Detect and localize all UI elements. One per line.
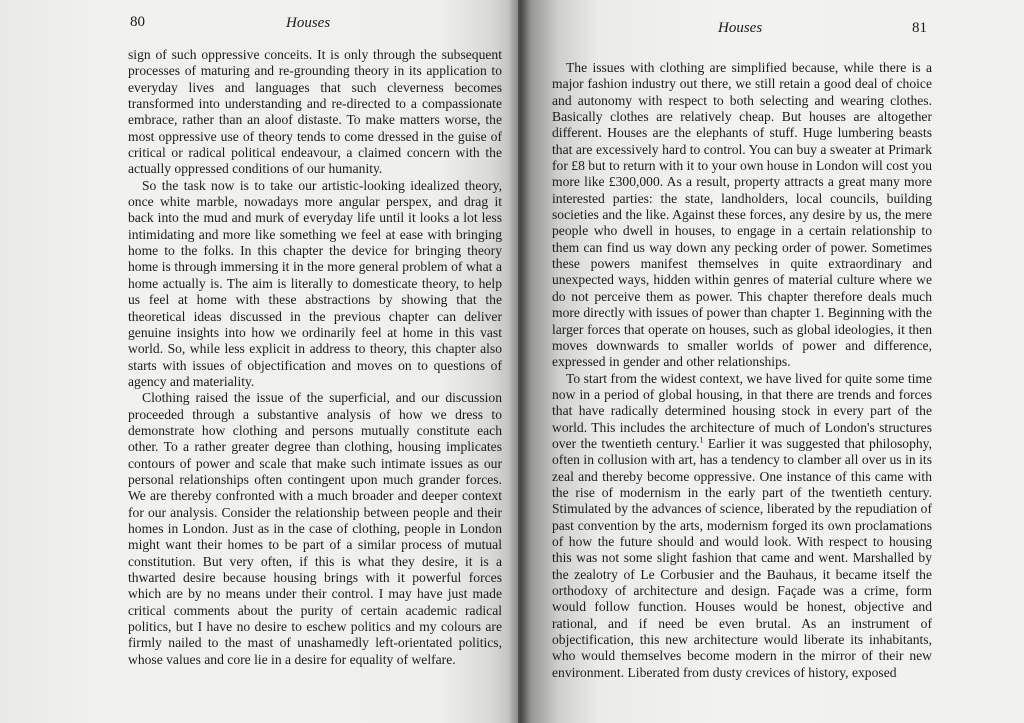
paragraph: sign of such oppressive conceits. It is only through the subsequent processes of maturing and re-grounding theory in its application to everyday lives and languages that such cleverness becomes transformed into understanding and re-directed to a compassionate embrace, rather than an aloof distaste. To make matters worse, the most oppressive use of theory tends to come dressed in the guise of critical or radical political endeavour, a claimed concern with the actually oppressed conditions of our humanity. bbox=[128, 47, 502, 177]
page-body-text bbox=[552, 60, 932, 681]
paragraph bbox=[552, 371, 932, 682]
page-body-text bbox=[128, 47, 502, 668]
paragraph: So the task now is to take our artistic-looking idealized theory, once white marble, nowadays more angular perspex, and drag it back into the mud and murk of everyday life until it looks a lot less intimidating and more like something we feel at ease with bringing home to the folks. In this chapter the device for bringing theory home is through immersing it in the more general problem of what a home actually is. The aim is literally to domesticate theory, to help us feel at home with these abstractions by showing that the theoretical ideas discussed in the previous chapter can deliver genuine insights into how we ordinarily feel at home in this vast world. So, while less explicit in address to theory, this chapter also starts with issues of objectification and moves on to questions of agency and materiality. bbox=[128, 177, 502, 389]
paragraph-text: Earlier it was suggested that philosophy, often in collusion with art, has a tendency to clamber all over us in its zeal and thereby become oppressive. One instance of this came with the rise of modernism in the early part of the twentieth century. Stimulated by the advances of science, liberated by the repudiation of past convention by the arts, modernism forged its own proclamations of how the future should and would look. With respect to housing this was not some slight fashion that came and went. Marshalled by the zealotry of Le Corbusier and the Bauhaus, it became itself the orthodoxy of architecture and design. Façade was a crime, form would follow function. Houses would be honest, objective and rational, and if need be even brutal. As an instrument of objectification, this new architecture would liberate its inhabitants, who would themselves become modern in the mirror of their new environment. Liberated from dusty crevices of history, exposed bbox=[552, 435, 932, 680]
footnote-marker: 1 bbox=[699, 435, 704, 445]
paragraph: The issues with clothing are simplified because, while there is a major fashion industry out there, we still retain a good deal of choice and autonomy with respect to both selecting and wearing clothes. Basically clothes are relatively cheap. But houses are altogether different. Houses are the elephants of stuff. Huge lumbering beasts that are excessively hard to control. You can buy a sweater at Primark for £8 but to return with it to your own house in London will cost you more like £300,000. As a result, property attracts a great many more interested parties: the state, landholders, local councils, building societies and the like. Against these forces, any desire by us, the mere people who dwell in houses, to engage in a certain relationship to them can find us way down any pecking order of power. Sometimes these powers manifest themselves in quite extraordinary and unexpected ways, hidden within genres of material culture where we do not perceive them as power. This chapter therefore deals much more directly with issues of power than chapter 1. Beginning with the larger forces that operate on houses, such as global ideologies, it then moves downwards to smaller worlds of power and difference, expressed in gender and other relationships. bbox=[552, 60, 932, 370]
paragraph: Clothing raised the issue of the superficial, and our discussion proceeded through a substantive analysis of how we dress to demonstrate how clothing and persons mutually constitute each other. To a rather greater degree than clothing, housing implicates contours of power and scale that make such intimate issues as our personal relationships often contingent upon much grander forces. We are thereby confronted with a much broader and deeper context for our analysis. Consider the relationship between people and their homes in London. Just as in the case of clothing, people in London might want their homes to be part of a similar process of mutual constitution. But very often, if this is what they desire, it is a thwarted desire because housing brings with it powerful forces which are by no means under their control. I may have just made critical comments about the purity of certain academic radical politics, but I have no desire to eschew politics and my colours are firmly nailed to the mast of unashamedly left-orientated politics, whose values and core lie in a desire for equality of welfare. bbox=[128, 390, 502, 667]
running-head: Houses bbox=[286, 15, 331, 31]
paragraph-text: To start from the widest context, we have lived for quite some time now in a period of global housing, in that there are trends and forces that have radically determined housing stock in every part of the world. This includes the architecture of much of London's structures over the twentieth century. bbox=[552, 370, 932, 451]
page-number: 80 bbox=[130, 14, 145, 30]
page-number: 81 bbox=[912, 20, 927, 36]
right-page bbox=[518, 0, 1024, 723]
running-head: Houses bbox=[718, 20, 763, 36]
